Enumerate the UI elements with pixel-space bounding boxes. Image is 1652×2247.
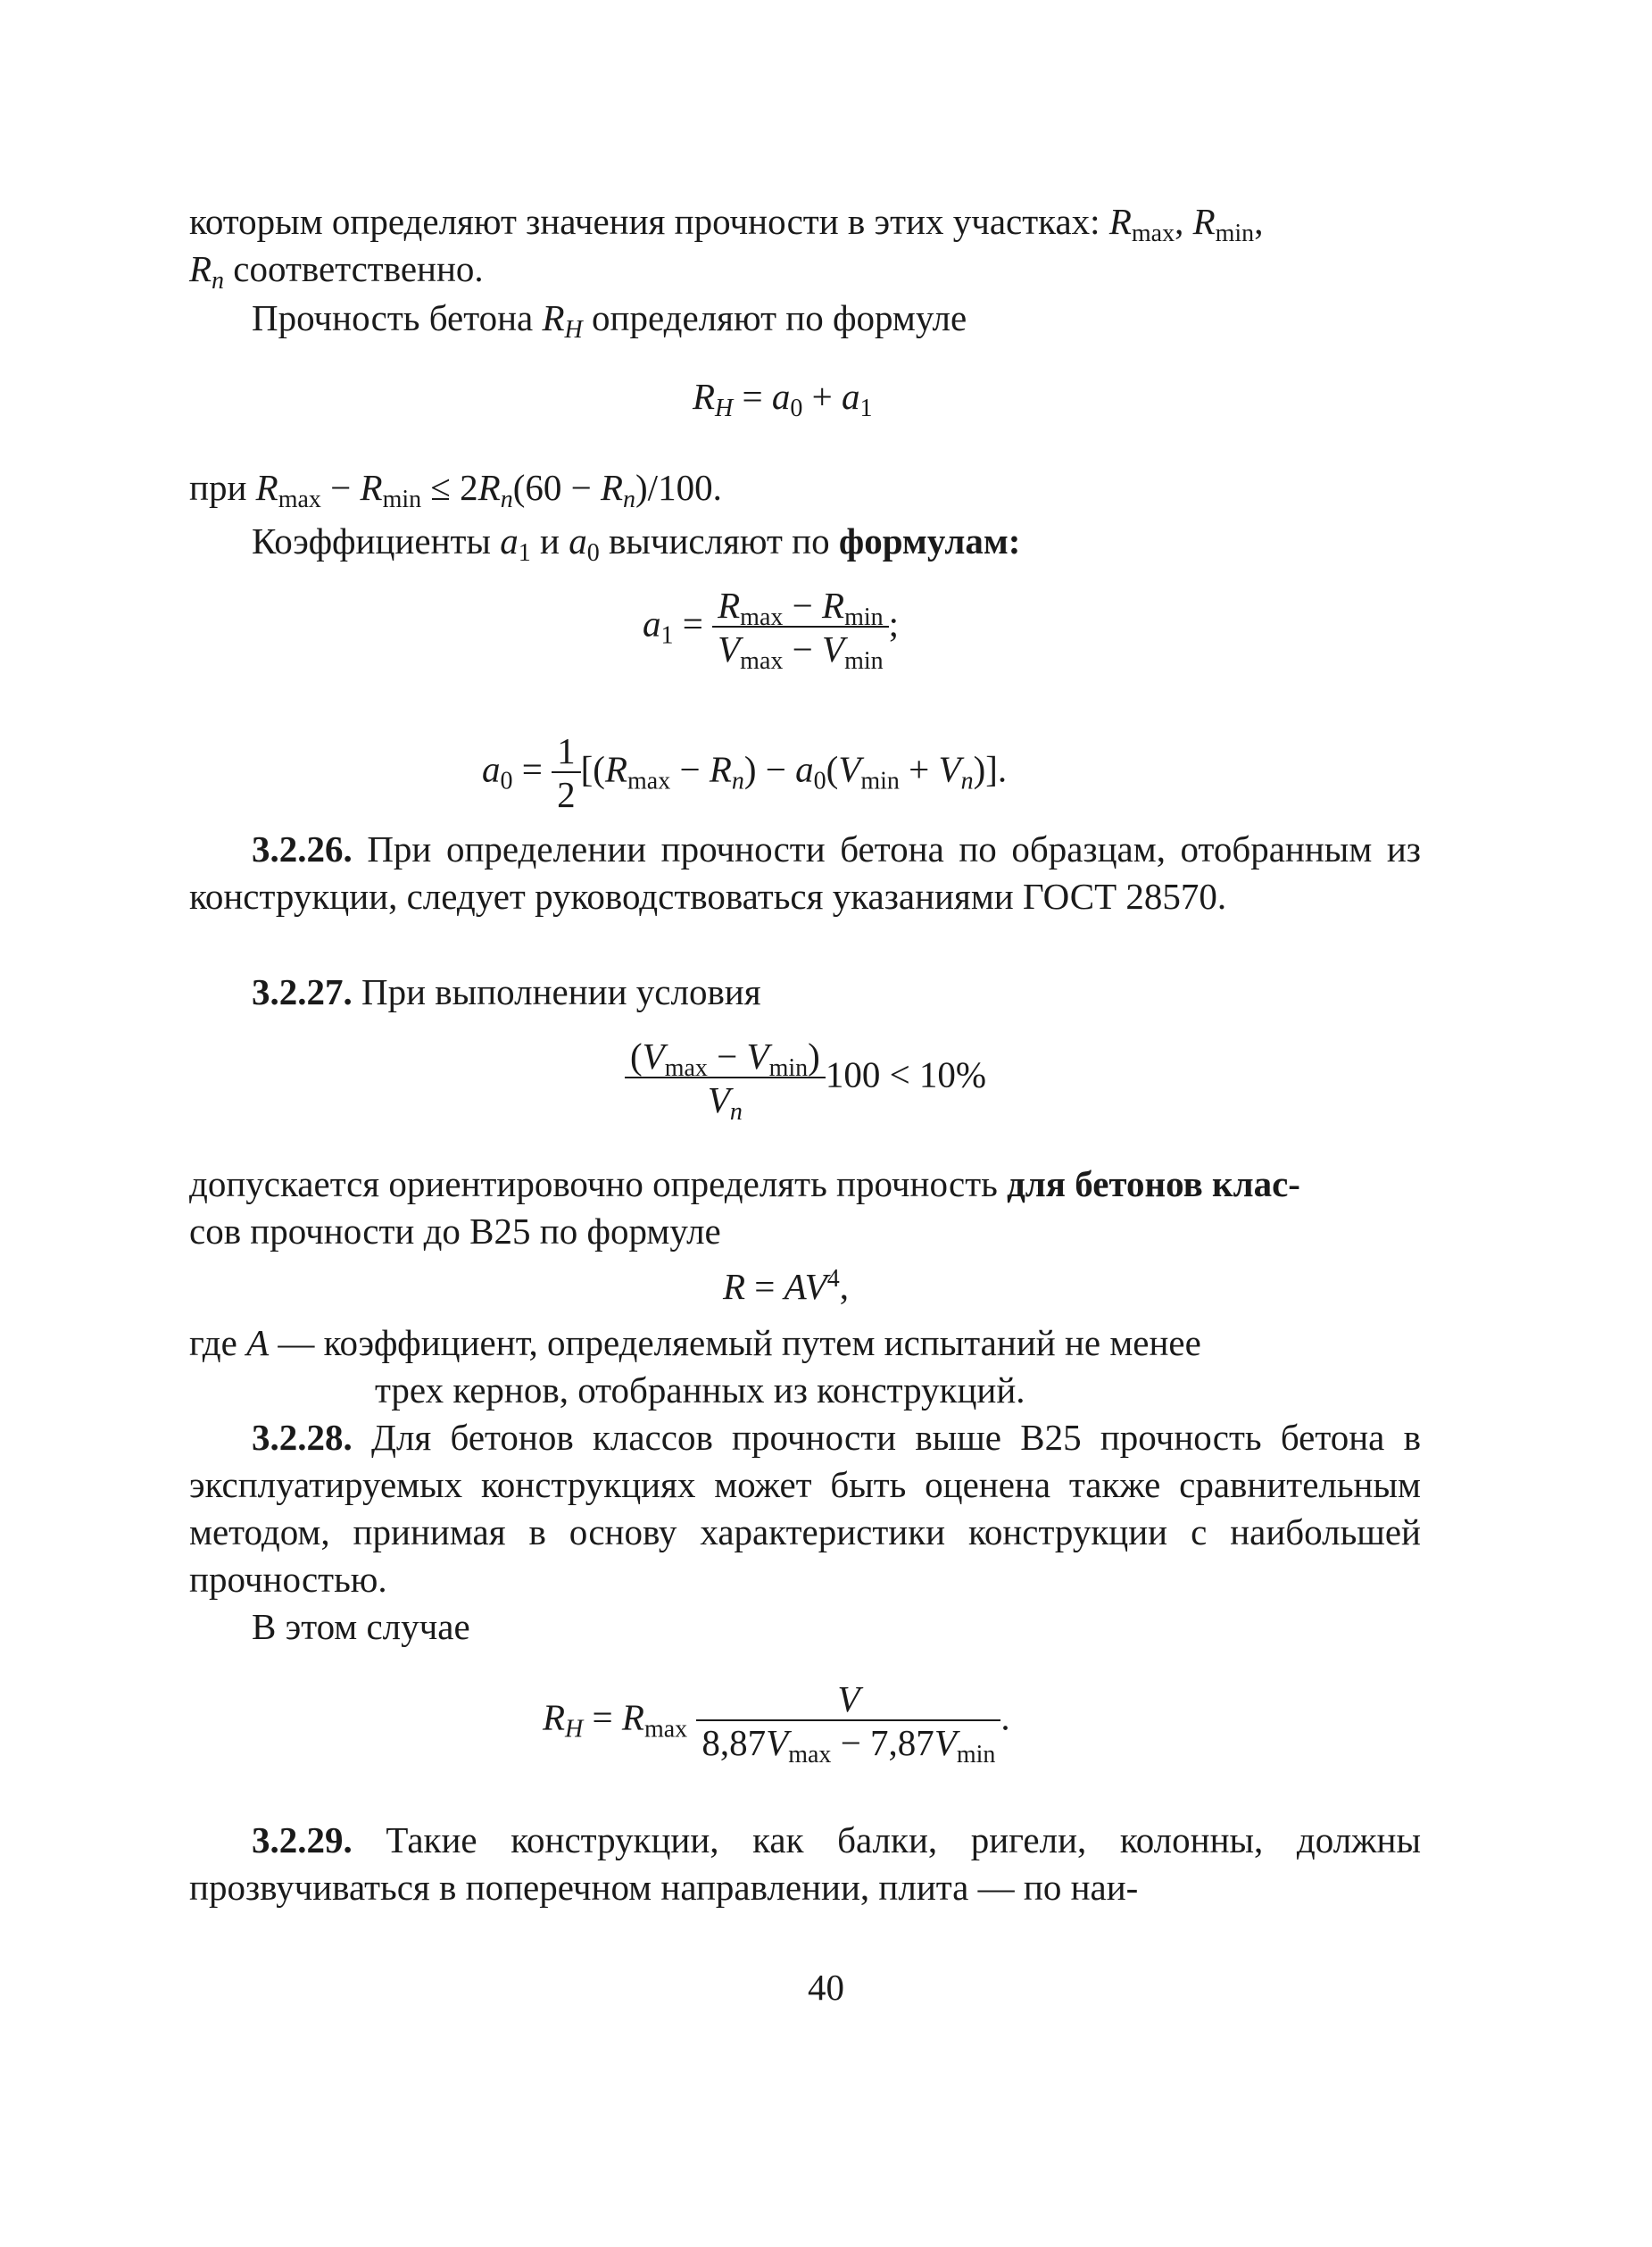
paragraph-where: где A — коэффициент, определяемый путем испытаний не менее bbox=[189, 1322, 1201, 1363]
paragraph-allowed-line-1: допускается ориентировочно определять прочность для бетонов клас- bbox=[189, 1163, 1300, 1204]
paragraph-line-2: $R_n$ соответственно. bbox=[189, 248, 484, 295]
section-3-2-28: 3.2.28. Для бетонов классов прочности выше В25 прочность бетона в эксплуатируемых конструкциях может быть оценена также сравнительным методом, принимая в основу характеристики конструкции с наибольшей прочностью. bbox=[189, 1417, 1421, 1600]
formula-a0: $a_0$ = $\frac{1}{2}$ $[(R_{max} - R_n) - a_0(V_{min} + V_n)]$. bbox=[482, 730, 1008, 815]
formula-velocity-condition: $\frac{(V_{max} - V_{min})}{V_n}$ 100 < 10% bbox=[625, 1036, 986, 1121]
paragraph-where-cont: трех кернов, отобранных из конструкций. bbox=[375, 1369, 1025, 1411]
paragraph-strength: Прочность бетона $R_H$ определяют по формуле bbox=[252, 297, 967, 344]
formula-a1: $a_1$ = $\frac{R_{max} - R_{min}}{V_{max} - V_{min}}$ ; bbox=[643, 585, 900, 675]
paragraph-allowed-line-2: сов прочности до В25 по формуле bbox=[189, 1211, 721, 1252]
section-3-2-26: 3.2.26. При определении прочности бетона по образцам, отобранным из конструкции, следует руководствоваться указаниями ГОСТ 28570. bbox=[189, 828, 1421, 917]
paragraph-coefficients: Коэффициенты $a_1$ и $a_0$ вычисляют по формулам: bbox=[252, 520, 1021, 567]
page-number: 40 bbox=[808, 1967, 844, 2008]
section-3-2-29: 3.2.29. Такие конструкции, как балки, ригели, колонны, должны прозвучиваться в поперечном направлении, плита — по наи- bbox=[189, 1819, 1421, 1908]
formula-r-av4: $R = AV^4$, bbox=[723, 1265, 849, 1307]
paragraph-line-1: которым определяют значения прочности в этих участках: $R_{max}$, $R_{min}$, bbox=[189, 201, 1264, 247]
formula-rh-comparative: $R_H = R_{max}$ $\frac{V}{8,87V_{max} - 7,87V_{min}}$ . bbox=[543, 1678, 1010, 1768]
paragraph-in-this-case: В этом случае bbox=[252, 1606, 470, 1647]
formula-rh-sum: $R_H = a_0 + a_1$ bbox=[693, 376, 873, 422]
section-3-2-27: 3.2.27. При выполнении условия bbox=[252, 971, 761, 1012]
formula-condition: при $R_{max} - R_{min} \le 2R_n(60 - R_n)/100$. bbox=[189, 467, 722, 513]
